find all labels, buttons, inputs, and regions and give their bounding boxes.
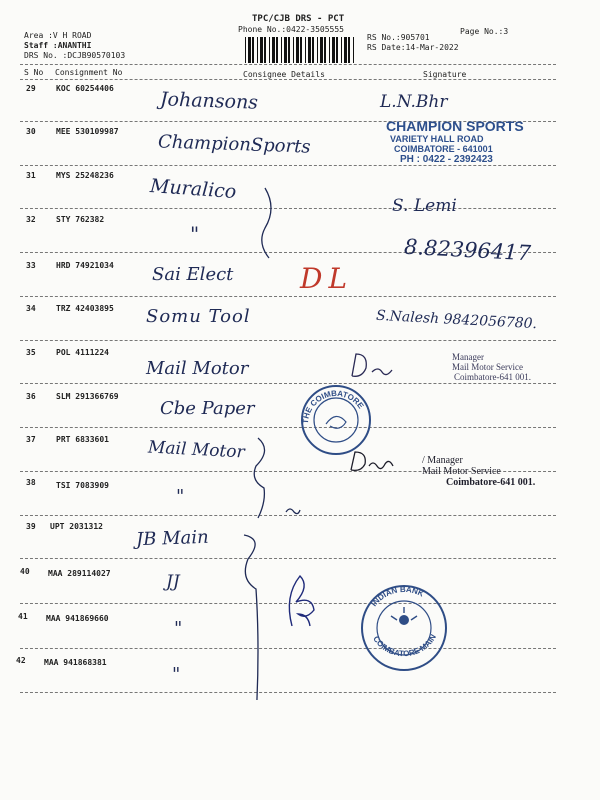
row-consignment: PRT 6833601 xyxy=(56,435,109,444)
consignee-handwriting: Mail Motor xyxy=(147,437,246,463)
consignee-handwriting: Muralico xyxy=(149,175,238,203)
header-divider xyxy=(20,64,556,65)
seal-text: THE COIMBATORE xyxy=(300,388,366,425)
col-sno: S No xyxy=(24,68,44,77)
row-consignment: STY 762382 xyxy=(56,215,105,224)
row-divider xyxy=(20,165,556,166)
stamp-city: Coimbatore-641 001. xyxy=(446,477,536,488)
consignee-handwriting: JB Main xyxy=(135,526,210,551)
row-consignment: MAA 941869660 xyxy=(46,614,109,623)
bank-branch: COIMBATORE MAIN xyxy=(371,632,438,659)
consignee-handwriting: Sai Elect xyxy=(152,264,234,285)
row-consignment: MAA 289114027 xyxy=(48,569,111,578)
signature-scribble xyxy=(280,566,330,636)
staff-label: Staff :ANANTHI xyxy=(24,41,92,50)
row-consignment: HRD 74921034 xyxy=(56,261,114,270)
row-sno: 35 xyxy=(26,348,36,357)
drs-number: DRS No. :DCJB90570103 xyxy=(24,51,126,60)
col-consignee: Consignee Details xyxy=(243,70,325,79)
row-sno: 29 xyxy=(26,84,36,93)
area-label: Area :V H ROAD xyxy=(24,31,92,40)
stamp-name: CHAMPION SPORTS xyxy=(386,118,524,134)
row-sno: 39 xyxy=(26,522,36,531)
svg-text:COIMBATORE MAIN xyxy=(371,633,438,659)
row-sno: 41 xyxy=(18,612,28,621)
stamp-line: VARIETY HALL ROAD xyxy=(390,134,484,144)
consignee-handwriting: Johansons xyxy=(159,88,259,114)
consignee-handwriting: " xyxy=(190,222,200,246)
row-sno: 42 xyxy=(16,656,26,665)
indian-bank-seal xyxy=(354,580,454,680)
row-sno: 31 xyxy=(26,171,36,180)
svg-text:THE COIMBATORE xyxy=(301,389,366,424)
row-consignment: MYS 25248236 xyxy=(56,171,114,180)
row-sno: 40 xyxy=(20,567,30,576)
consignee-handwriting: " xyxy=(176,486,185,507)
row-consignment: POL 4111224 xyxy=(56,348,109,357)
page-number: Page No.:3 xyxy=(460,27,509,36)
row-sno: 37 xyxy=(26,435,36,444)
stamp-line: PH : 0422 - 2392423 xyxy=(400,154,493,165)
row-consignment: KOC 60254406 xyxy=(56,84,114,93)
champion-sports-stamp xyxy=(386,118,524,165)
consignee-handwriting: Mail Motor xyxy=(146,358,249,379)
row-consignment: MEE 530109987 xyxy=(56,127,119,136)
col-signature: Signature xyxy=(423,70,467,79)
row-consignment: TSI 7083909 xyxy=(56,481,109,490)
signature: S.Nalesh 9842056780. xyxy=(375,307,538,333)
rs-number: RS No.:905701 xyxy=(367,33,430,42)
phone-number: Phone No.:0422-3505555 xyxy=(238,25,344,34)
row-sno: 33 xyxy=(26,261,36,270)
row-sno: 36 xyxy=(26,392,36,401)
rs-date: RS Date:14-Mar-2022 xyxy=(367,43,459,52)
stamp-service: Mail Motor Service xyxy=(422,466,501,477)
barcode xyxy=(245,37,355,63)
row-consignment: MAA 941868381 xyxy=(44,658,107,667)
row-sno: 38 xyxy=(26,478,36,487)
row-consignment: TRZ 42403895 xyxy=(56,304,114,313)
consignee-handwriting: Cbe Paper xyxy=(160,398,255,419)
mail-motor-stamp xyxy=(382,352,531,382)
consignee-handwriting: " xyxy=(174,618,183,639)
column-divider xyxy=(20,79,556,80)
stamp-role: / Manager xyxy=(422,455,463,466)
stamp-line: COIMBATORE - 641001 xyxy=(394,144,493,154)
row-sno: 34 xyxy=(26,304,36,313)
stamp-service: Mail Motor Service xyxy=(452,362,523,372)
row-consignment: UPT 2031312 xyxy=(50,522,103,531)
tick-mark xyxy=(282,500,302,520)
row-sno: 32 xyxy=(26,215,36,224)
signature: L.N.Bhr xyxy=(380,92,448,112)
phone-handwriting: 8.82396417 xyxy=(403,234,532,266)
stamp-role: Manager xyxy=(452,352,484,362)
stamp-city: Coimbatore-641 001. xyxy=(454,372,531,382)
consignee-handwriting: ChampionSports xyxy=(157,131,311,158)
row-sno: 30 xyxy=(26,127,36,136)
bank-name: INDIAN BANK xyxy=(369,584,426,609)
report-title: TPC/CJB DRS - PCT xyxy=(252,14,345,24)
signature: S. Lemi xyxy=(392,196,457,216)
row-consignment: SLM 291366769 xyxy=(56,392,119,401)
consignee-handwriting: " xyxy=(172,664,181,685)
red-signature: DL xyxy=(300,262,354,295)
col-consignment: Consignment No xyxy=(55,68,123,77)
coimbatore-seal xyxy=(296,380,376,460)
consignee-handwriting: JJ xyxy=(166,572,180,592)
consignee-handwriting: Somu Tool xyxy=(146,306,251,327)
